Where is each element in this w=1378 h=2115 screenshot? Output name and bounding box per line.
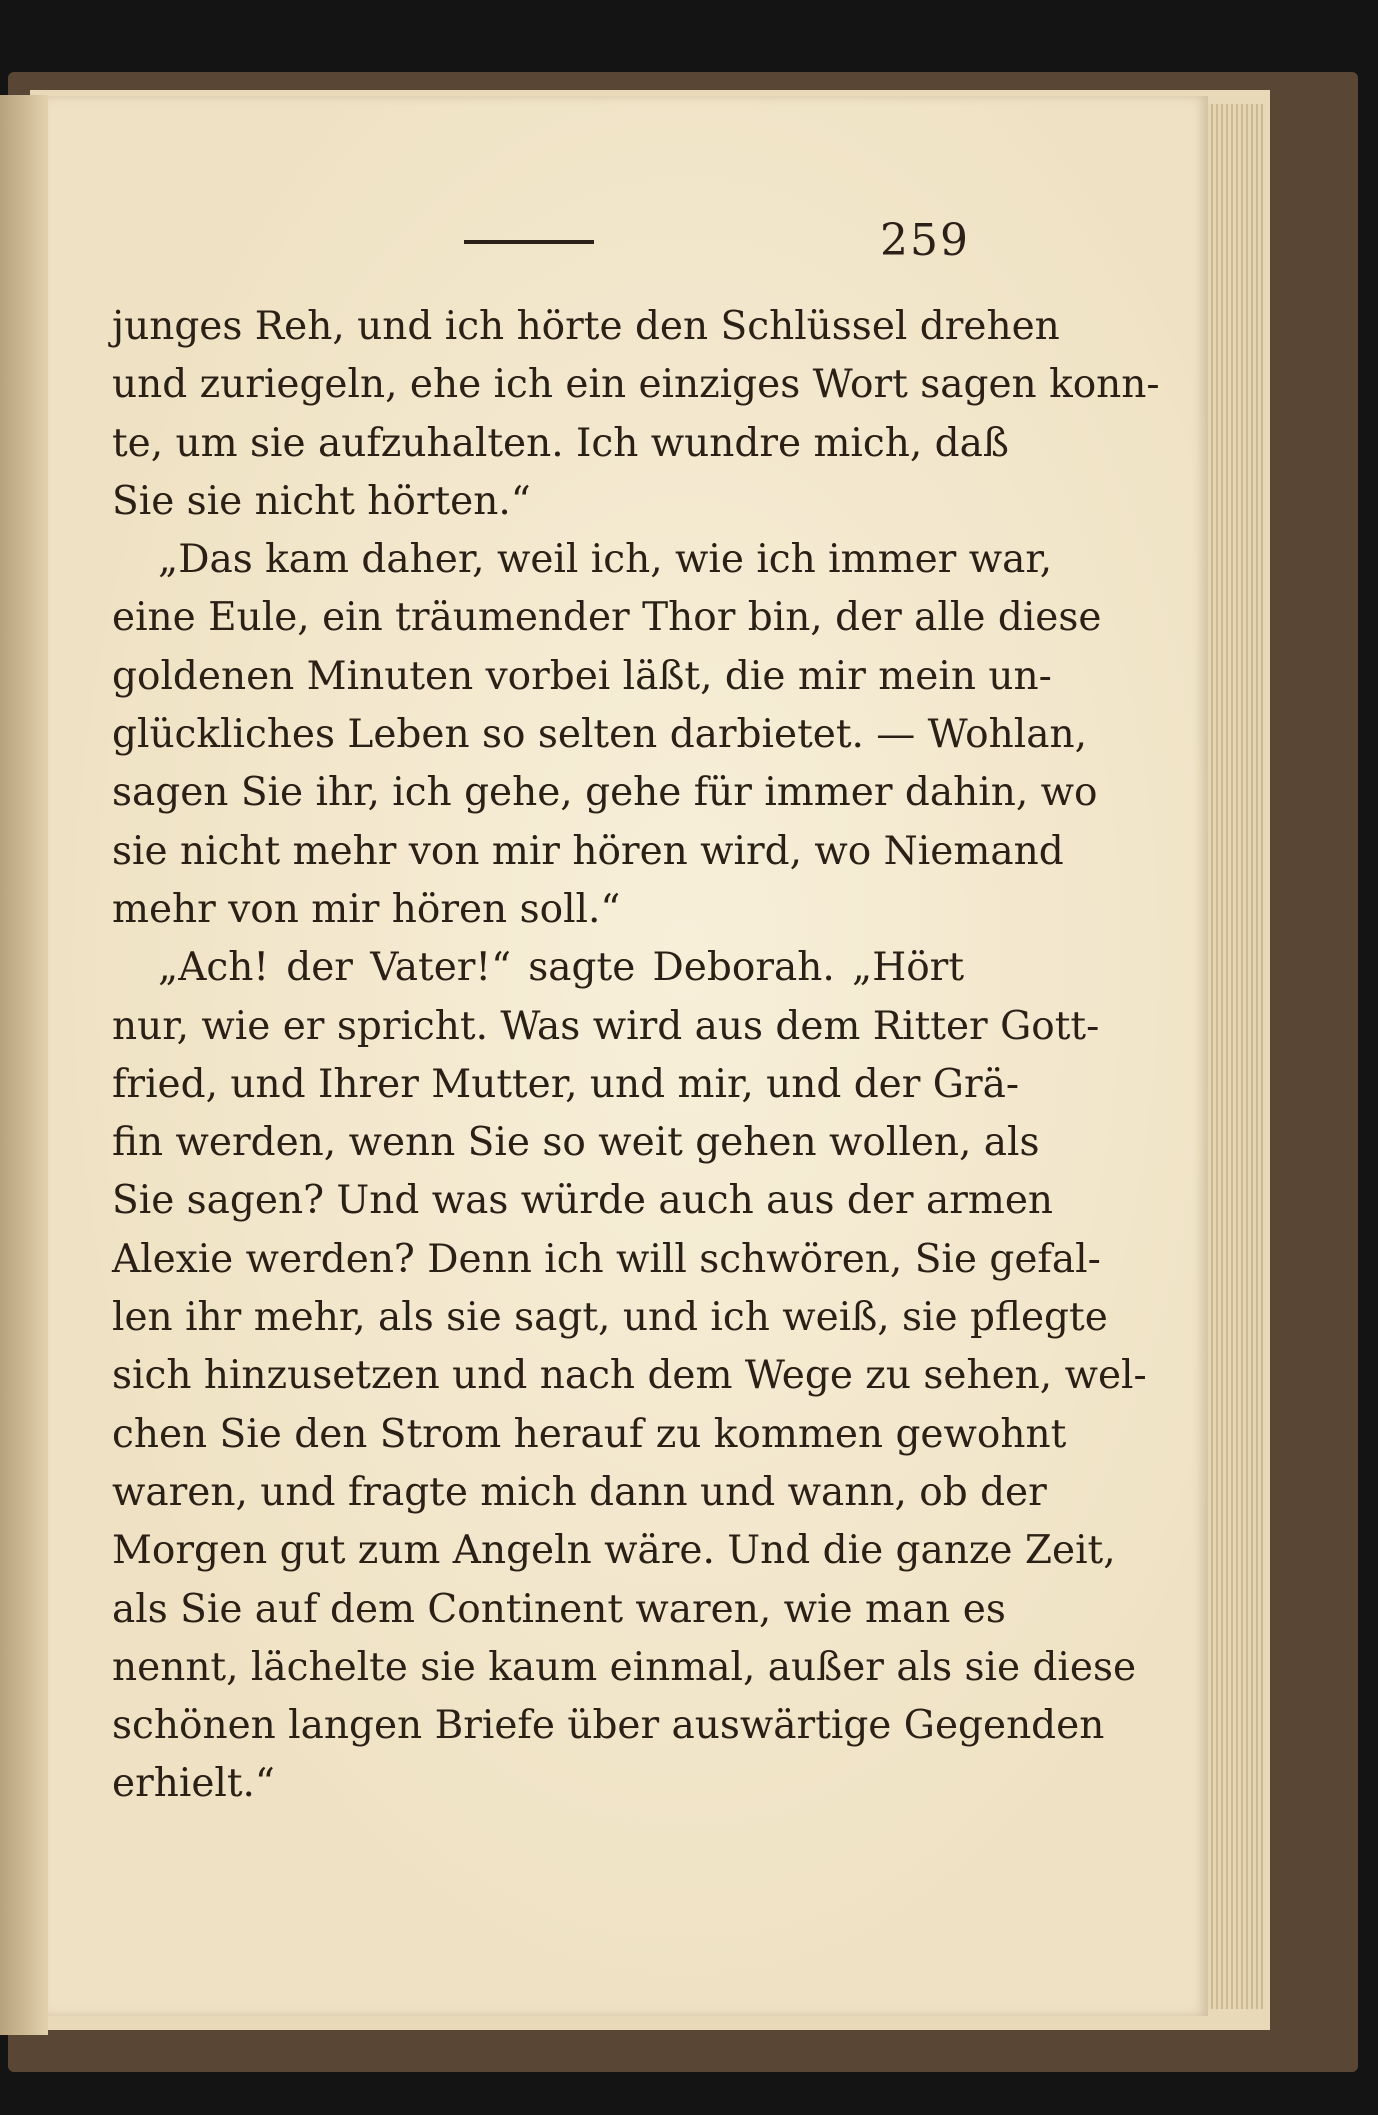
text-line: len ihr mehr, als sie sagt, und ich weiß, sie pflegte (112, 1295, 1108, 1341)
text-line: erhielt.“ (112, 1761, 275, 1807)
text-line: mehr von mir hören soll.“ (112, 886, 621, 932)
text-line: sich hinzusetzen und nach dem Wege zu sehen, wel- (112, 1353, 1147, 1399)
text-line: chen Sie den Strom herauf zu kommen gewohnt (112, 1411, 1067, 1457)
text-line: nur, wie er spricht. Was wird aus dem Ritter Gott- (112, 1003, 1100, 1049)
text-line: junges Reh, und ich hörte den Schlüssel drehen (112, 304, 1060, 349)
text-line: Alexie werden? Denn ich will schwören, Sie gefal- (112, 1236, 1101, 1282)
header-rule (464, 240, 594, 244)
body-text (112, 298, 1160, 1814)
page-number: 259 (880, 215, 970, 266)
text-line: sagen Sie ihr, ich gehe, gehe für immer dahin, wo (112, 770, 1098, 816)
left-page-gutter (0, 95, 48, 2035)
text-line: goldenen Minuten vorbei läßt, die mir mein un- (112, 653, 1052, 699)
text-line: eine Eule, ein träumender Thor bin, der alle diese (112, 595, 1102, 641)
text-line: waren, und fragte mich dann und wann, ob der (112, 1469, 1047, 1515)
text-line: als Sie auf dem Continent waren, wie man es (112, 1586, 1006, 1632)
text-line: te, um sie aufzuhalten. Ich wundre mich, daß (112, 420, 1009, 466)
text-line: Sie sie nicht hörten.“ (112, 478, 531, 524)
text-line: „Ach! der Vater!“ sagte Deborah. „Hört (158, 945, 964, 991)
text-line: und zuriegeln, ehe ich ein einziges Wort sagen konn- (112, 362, 1160, 408)
text-line: Morgen gut zum Angeln wäre. Und die ganze Zeit, (112, 1528, 1116, 1574)
text-line: nennt, lächelte sie kaum einmal, außer als sie diese (112, 1644, 1137, 1690)
text-line: Sie sagen? Und was würde auch aus der armen (112, 1178, 1054, 1224)
text-line: „Das kam daher, weil ich, wie ich immer war, (158, 537, 1053, 583)
text-line: sie nicht mehr von mir hören wird, wo Niemand (112, 828, 1064, 874)
page-edges (1208, 104, 1263, 2009)
text-line: glückliches Leben so selten darbietet. — Wohlan, (112, 712, 1087, 758)
text-line: fried, und Ihrer Mutter, und mir, und der Grä- (112, 1061, 1020, 1107)
text-line: fin werden, wenn Sie so weit gehen wollen, als (112, 1120, 1040, 1166)
text-line: schönen langen Briefe über auswärtige Gegenden (112, 1703, 1105, 1749)
